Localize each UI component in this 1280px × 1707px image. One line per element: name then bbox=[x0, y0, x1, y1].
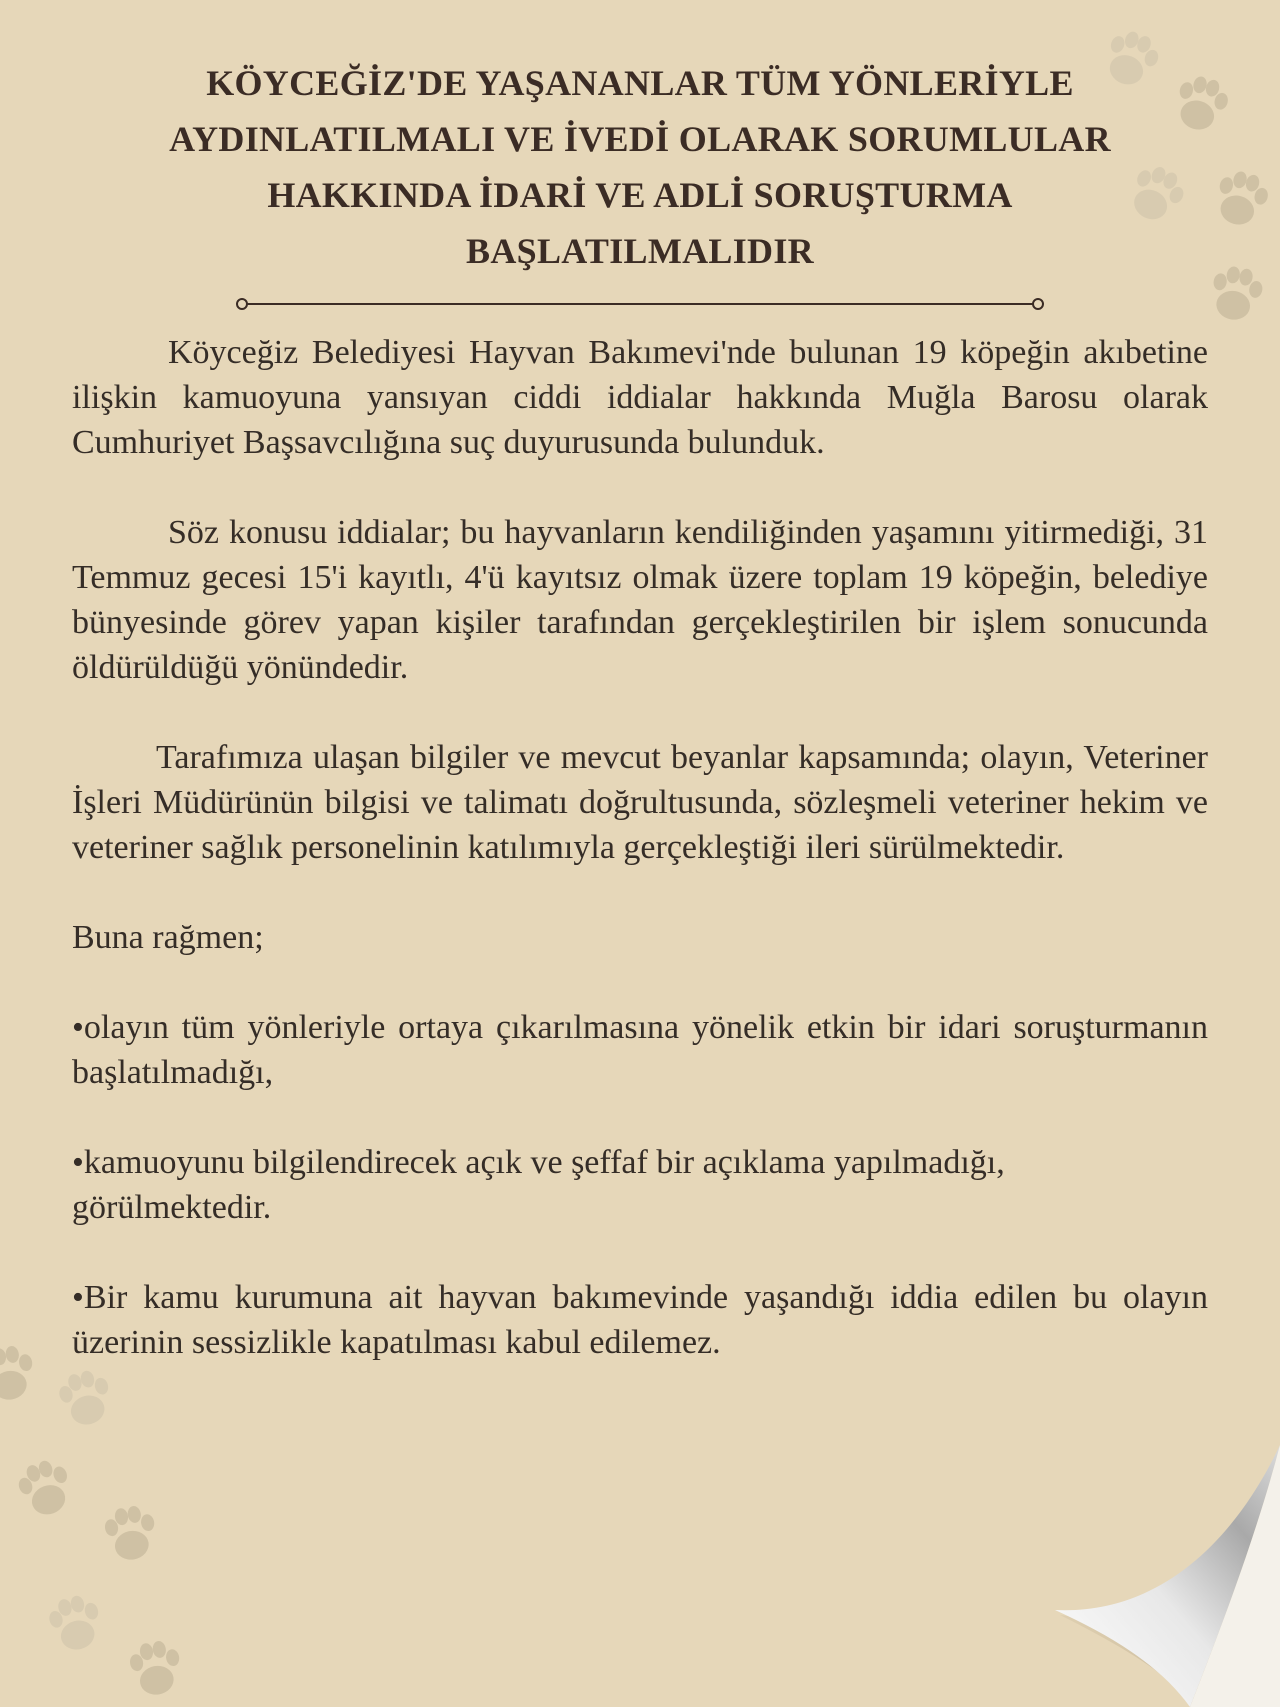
paw-print-icon bbox=[1210, 170, 1270, 230]
paragraph: Tarafımıza ulaşan bilgiler ve mevcut beyanlar kapsamında; olayın, Veteriner İşleri Müdürünün bilgisi ve talimatı doğrultusunda, sözleşmeli veteriner hekim ve veteriner sağlık personelinin katılımıyla gerçekleştiği ileri sürülmektedir. bbox=[72, 739, 1208, 866]
title-line: HAKKINDA İDARİ VE ADLİ SORUŞTURMA bbox=[267, 175, 1013, 215]
title-divider bbox=[235, 294, 1045, 314]
bullet-item: •olayın tüm yönleriyle ortaya çıkarılmasına yönelik etkin bir idari soruşturmanın başlatılmadığı, bbox=[72, 1009, 1208, 1091]
title-line: AYDINLATILMALI VE İVEDİ OLARAK SORUMLULAR bbox=[169, 119, 1111, 159]
page-curl-icon bbox=[1040, 1430, 1280, 1707]
paw-print-icon bbox=[0, 1345, 38, 1405]
document-body bbox=[72, 330, 1208, 1365]
paw-print-icon bbox=[55, 1370, 115, 1430]
paw-print-icon bbox=[1205, 265, 1265, 325]
paw-print-icon bbox=[45, 1595, 105, 1655]
paw-print-icon bbox=[100, 1505, 160, 1565]
paw-print-icon bbox=[125, 1640, 185, 1700]
paw-print-icon bbox=[15, 1460, 75, 1520]
title-line: BAŞLATILMALIDIR bbox=[466, 231, 814, 271]
bullet-item: •kamuoyunu bilgilendirecek açık ve şeffaf bir açıklama yapılmadığı, görülmektedir. bbox=[72, 1144, 1005, 1226]
bullet-item: •Bir kamu kurumuna ait hayvan bakımevinde yaşandığı iddia edilen bu olayın üzerinin sessizlikle kapatılması kabul edilemez. bbox=[72, 1279, 1208, 1361]
paragraph: Köyceğiz Belediyesi Hayvan Bakımevi'nde bulunan 19 köpeğin akıbetine ilişkin kamuoyuna yansıyan ciddi iddialar hakkında Muğla Barosu olarak Cumhuriyet Başsavcılığına suç duyurusunda bulunduk. bbox=[72, 334, 1208, 461]
paragraph: Söz konusu iddialar; bu hayvanların kendiliğinden yaşamını yitirmediği, 31 Temmuz gecesi 15'i kayıtlı, 4'ü kayıtsız olmak üzere toplam 19 köpeğin, belediye bünyesinde görev yapan kişiler tarafından gerçekleştirilen bir işlem sonucunda öldürüldüğü yönündedir. bbox=[72, 514, 1208, 686]
document-title bbox=[100, 55, 1180, 279]
lead-in-text: Buna rağmen; bbox=[72, 919, 264, 956]
title-line: KÖYCEĞİZ'DE YAŞANANLAR TÜM YÖNLERİYLE bbox=[206, 63, 1074, 103]
